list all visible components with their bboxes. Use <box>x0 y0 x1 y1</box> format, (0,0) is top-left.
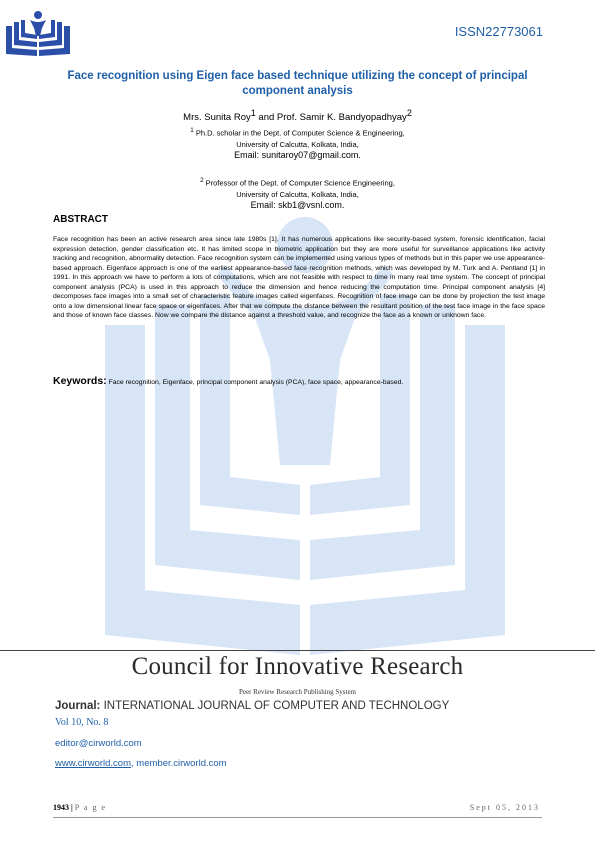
aff1-email: Email: sunitaroy07@gmail.com. <box>234 149 361 160</box>
keywords-text: Face recognition, Eigenface, principal component analysis (PCA), face space, appearance-based. <box>108 379 404 386</box>
site-separator: , <box>131 758 137 769</box>
editor-email-link[interactable]: editor@cirworld.com <box>55 738 142 749</box>
author-1: Mrs. Sunita Roy <box>183 112 251 124</box>
aff2-line1: Professor of the Dept. of Computer Science Engineering, <box>205 178 395 188</box>
author-and: and <box>255 112 277 124</box>
aff1-line1: Ph.D. scholar in the Dept. of Computer Science & Engineering, <box>195 128 405 138</box>
volume-info: Vol 10, No. 8 <box>55 717 109 728</box>
aff2-email: Email: skb1@vsnl.com. <box>250 199 345 210</box>
affiliation-1 <box>0 125 595 161</box>
footer-divider <box>53 817 542 818</box>
council-name: Council for Innovative Research <box>131 653 464 680</box>
author-2: Prof. Samir K. Bandyopadhyay <box>276 112 407 124</box>
peer-review-tagline: Peer Review Research Publishing System <box>238 688 357 696</box>
aff1-sup: 1 <box>190 127 194 134</box>
journal-label: Journal: <box>55 700 101 712</box>
abstract-heading: ABSTRACT <box>53 214 108 225</box>
author-1-sup: 1 <box>250 108 256 118</box>
cirworld-link[interactable]: www.cirworld.com <box>55 758 132 769</box>
paper-title: Face recognition using Eigen face based technique utilizing the concept of principal component analysis <box>67 70 528 97</box>
page-number: 1943 <box>53 803 69 812</box>
journal-line <box>55 700 449 712</box>
author-line <box>0 108 595 123</box>
member-cirworld-link[interactable]: member.cirworld.com <box>136 758 227 769</box>
issn-number: ISSN22773061 <box>454 24 543 39</box>
footer-page <box>53 803 107 812</box>
aff1-line2: University of Calcutta, Kolkata, India, <box>236 139 359 149</box>
keywords-label: Keywords: <box>53 375 107 387</box>
journal-name: INTERNATIONAL JOURNAL OF COMPUTER AND TECHNOLOGY <box>103 700 450 712</box>
aff2-line2: University of Calcutta, Kolkata, India, <box>236 189 359 199</box>
author-2-sup: 2 <box>406 108 412 118</box>
page-word: P a g e <box>74 803 107 812</box>
page-separator: | <box>69 803 75 812</box>
abstract-text: Face recognition has been an active research area since late 1980s [1]. It has numerous applications like security-based system, forensic identification, facial expression detection, gender classification etc. It has limited scope in biometric application but they are more useful for surveillance applications like activity tracking and recognition, abnormality detection. Face recognition system can be implemented using various types of methods but in this paper we use appearance-based approach. Eigenface approach is one of the earliest appearance-based face recognition methods, which was developed by M. Turk and A. Pentland [1] in 1991. In this approach we have to perform a lots of computations, which are not feasible with respect to time in many real time system. The concept of principal component analysis (PCA) is used in this approach to reduce the dimension and hence reducing the computation time. Principal component analysis [4] decomposes face images into a small set of characteristic feature images called eigenfaces. Recognition of face image can be done by projection the test image onto a low dimensional linear face space or eigenfaces. After that we compute the distance between the resultant position of the test face image in the face space and those of known face classes. Now we compare the distance against a threshold value, and recognize the face as a known or unknown face. <box>53 236 545 319</box>
affiliation-2 <box>0 175 595 211</box>
keywords-line <box>53 376 545 388</box>
journal-logo <box>4 6 72 58</box>
publisher-divider <box>0 650 595 651</box>
aff2-sup: 2 <box>200 177 204 184</box>
website-links <box>55 758 227 769</box>
footer-date: Sept 05, 2013 <box>469 803 540 812</box>
